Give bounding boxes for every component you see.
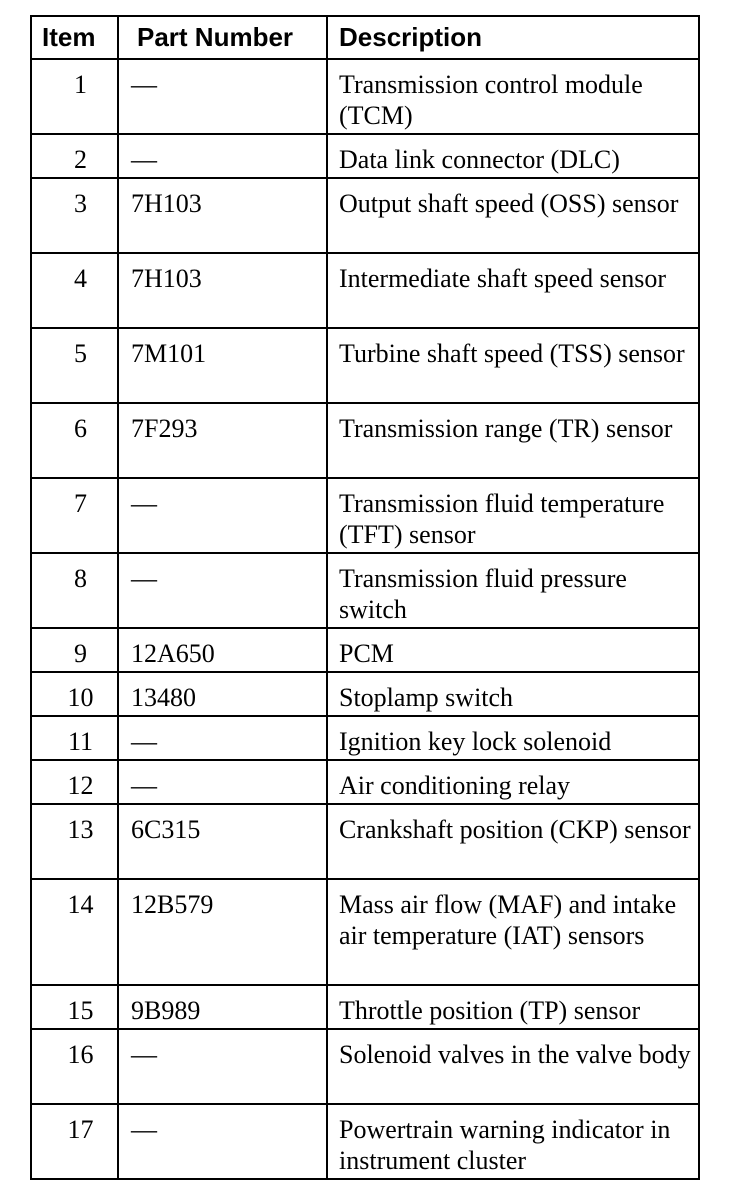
description-cell: Air conditioning relay: [327, 760, 699, 804]
header-item: Item: [31, 16, 118, 59]
table-row: [31, 59, 699, 134]
table-row: [31, 134, 699, 178]
header-part-number: Part Number: [118, 16, 327, 59]
table-row: [31, 553, 699, 628]
table-row: [31, 628, 699, 672]
parts-table: [30, 15, 700, 1180]
part-number-cell: 12B579: [118, 879, 327, 985]
table-row: [31, 403, 699, 478]
description-cell: Ignition key lock solenoid: [327, 716, 699, 760]
part-number-cell: —: [118, 1104, 327, 1179]
description-cell: Intermediate shaft speed sensor: [327, 253, 699, 328]
description-cell: Data link connector (DLC): [327, 134, 699, 178]
description-cell: Stoplamp switch: [327, 672, 699, 716]
table-row: [31, 716, 699, 760]
table-row: [31, 178, 699, 253]
part-number-cell: —: [118, 1029, 327, 1104]
description-cell: Transmission fluid temperature (TFT) sensor: [327, 478, 699, 553]
part-number-cell: —: [118, 59, 327, 134]
table-header-row: [31, 16, 699, 59]
part-number-cell: —: [118, 478, 327, 553]
item-cell: 3: [31, 178, 118, 253]
description-cell: PCM: [327, 628, 699, 672]
item-cell: 10: [31, 672, 118, 716]
part-number-cell: 7H103: [118, 178, 327, 253]
description-cell: Transmission control module (TCM): [327, 59, 699, 134]
item-cell: 2: [31, 134, 118, 178]
table-row: [31, 985, 699, 1029]
part-number-cell: 13480: [118, 672, 327, 716]
item-cell: 15: [31, 985, 118, 1029]
item-cell: 7: [31, 478, 118, 553]
table-row: [31, 253, 699, 328]
part-number-cell: 7M101: [118, 328, 327, 403]
item-cell: 12: [31, 760, 118, 804]
description-cell: Throttle position (TP) sensor: [327, 985, 699, 1029]
part-number-cell: —: [118, 760, 327, 804]
description-cell: Powertrain warning indicator in instrument cluster: [327, 1104, 699, 1179]
item-cell: 9: [31, 628, 118, 672]
part-number-cell: 7H103: [118, 253, 327, 328]
item-cell: 16: [31, 1029, 118, 1104]
item-cell: 5: [31, 328, 118, 403]
part-number-cell: 9B989: [118, 985, 327, 1029]
table-row: [31, 804, 699, 879]
item-cell: 6: [31, 403, 118, 478]
item-cell: 14: [31, 879, 118, 985]
part-number-cell: 6C315: [118, 804, 327, 879]
description-cell: Transmission fluid pressure switch: [327, 553, 699, 628]
part-number-cell: 12A650: [118, 628, 327, 672]
table-row: [31, 478, 699, 553]
part-number-cell: —: [118, 716, 327, 760]
part-number-cell: —: [118, 134, 327, 178]
table-row: [31, 760, 699, 804]
part-number-cell: —: [118, 553, 327, 628]
table-row: [31, 1104, 699, 1179]
header-description: Description: [327, 16, 699, 59]
table-row: [31, 879, 699, 985]
description-cell: Turbine shaft speed (TSS) sensor: [327, 328, 699, 403]
item-cell: 13: [31, 804, 118, 879]
item-cell: 17: [31, 1104, 118, 1179]
table-row: [31, 672, 699, 716]
item-cell: 1: [31, 59, 118, 134]
table-row: [31, 1029, 699, 1104]
part-number-cell: 7F293: [118, 403, 327, 478]
description-cell: Mass air flow (MAF) and intake air temperature (IAT) sensors: [327, 879, 699, 985]
description-cell: Transmission range (TR) sensor: [327, 403, 699, 478]
table-row: [31, 328, 699, 403]
item-cell: 11: [31, 716, 118, 760]
description-cell: Crankshaft position (CKP) sensor: [327, 804, 699, 879]
item-cell: 4: [31, 253, 118, 328]
item-cell: 8: [31, 553, 118, 628]
description-cell: Output shaft speed (OSS) sensor: [327, 178, 699, 253]
description-cell: Solenoid valves in the valve body: [327, 1029, 699, 1104]
